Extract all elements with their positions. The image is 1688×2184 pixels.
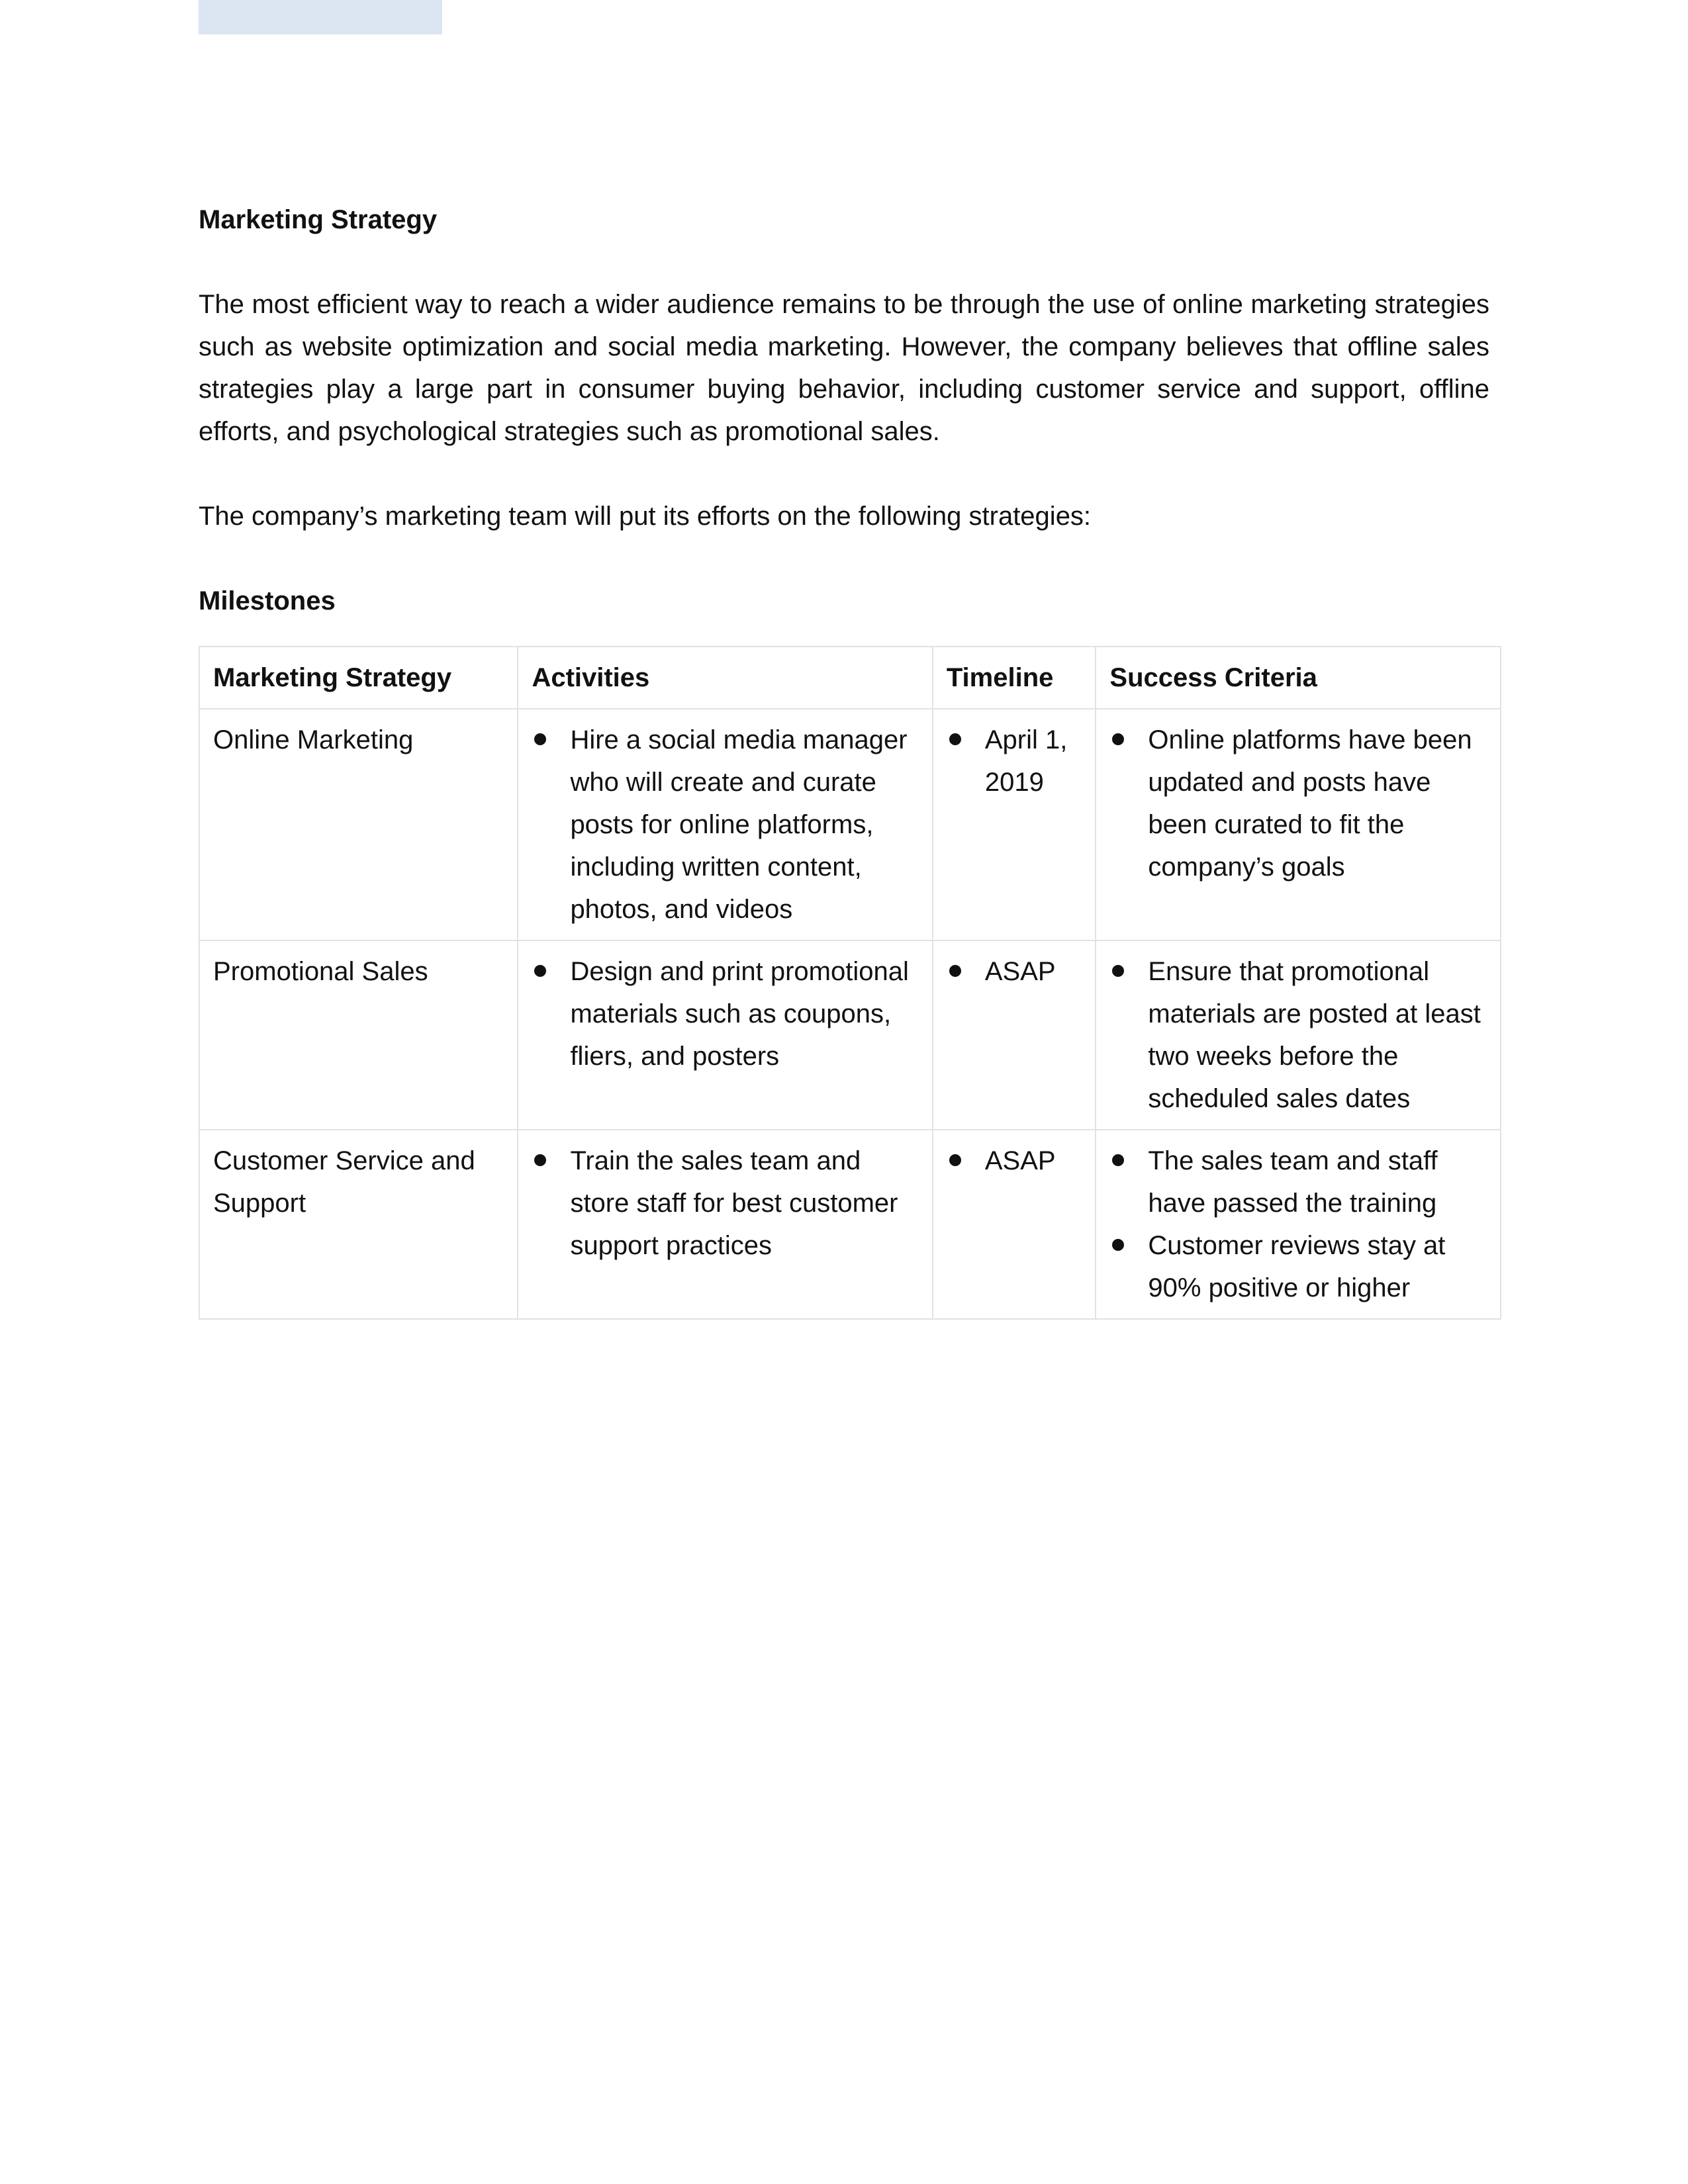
criterion-text: The sales team and staff have passed the training [1148, 1146, 1438, 1218]
spacer [199, 537, 1489, 580]
timeline-item [947, 950, 1082, 993]
timeline-cell [933, 1130, 1096, 1319]
table-row [199, 940, 1501, 1130]
table-row [199, 1130, 1501, 1319]
timeline-item [947, 719, 1082, 803]
table-row [199, 709, 1501, 940]
timeline-cell [933, 709, 1096, 940]
activities-cell [518, 709, 932, 940]
activity-item [532, 1140, 918, 1267]
criterion-text: Ensure that promotional materials are posted at least two weeks before the scheduled sales dates [1148, 957, 1481, 1113]
criterion-list [1109, 1140, 1487, 1309]
table-header-row [199, 647, 1501, 709]
criterion-text: Customer reviews stay at 90% positive or higher [1148, 1231, 1446, 1302]
header-color-tab [199, 0, 442, 34]
criterion-item [1109, 1140, 1487, 1224]
criterion-list [1109, 950, 1487, 1120]
intro-paragraph: The most efficient way to reach a wider audience remains to be through the use of online marketing strategies such as website optimization and social media marketing. However, the company believes that offline sales strategies play a large part in consumer buying behavior, including customer service and support, offline efforts, and psychological strategies such as promotional sales. [199, 290, 1489, 446]
timeline-list [947, 950, 1082, 993]
activity-text: Design and print promotional materials such as coupons, fliers, and posters [570, 957, 909, 1071]
table-body [199, 709, 1501, 1319]
column-header-strategy: Marketing Strategy [199, 647, 518, 709]
criteria-cell [1096, 1130, 1501, 1319]
column-header-activities: Activities [518, 647, 932, 709]
criteria-cell [1096, 940, 1501, 1130]
timeline-list [947, 1140, 1082, 1182]
activity-text: Train the sales team and store staff for best customer support practices [570, 1146, 898, 1260]
spacer [199, 241, 1489, 283]
activity-list [532, 1140, 918, 1267]
strategy-cell: Customer Service and Support [199, 1130, 518, 1319]
bullet-icon [534, 733, 546, 745]
activity-item [532, 719, 918, 931]
strategy-cell: Promotional Sales [199, 940, 518, 1130]
spacer [199, 453, 1489, 495]
criterion-list [1109, 719, 1487, 888]
timeline-text: April 1, 2019 [984, 725, 1068, 797]
timeline-text: ASAP [984, 957, 1056, 986]
column-header-timeline: Timeline [933, 647, 1096, 709]
section-title: Marketing Strategy [199, 205, 438, 234]
activities-cell [518, 940, 932, 1130]
criterion-text: Online platforms have been updated and posts have been curated to fit the company’s goals [1148, 725, 1472, 882]
timeline-item [947, 1140, 1082, 1182]
criterion-item [1109, 950, 1487, 1120]
activity-list [532, 719, 918, 931]
bullet-icon [949, 965, 961, 977]
timeline-text: ASAP [984, 1146, 1056, 1175]
criteria-cell [1096, 709, 1501, 940]
strategy-cell: Online Marketing [199, 709, 518, 940]
milestones-title: Milestones [199, 586, 336, 615]
activity-list [532, 950, 918, 1077]
milestones-table [199, 646, 1501, 1320]
bullet-icon [1112, 1154, 1124, 1166]
bullet-icon [534, 965, 546, 977]
document-content [199, 199, 1489, 1320]
lead-in-text: The company’s marketing team will put its efforts on the following strategies: [199, 502, 1092, 531]
bullet-icon [949, 1154, 961, 1166]
bullet-icon [1112, 965, 1124, 977]
activity-text: Hire a social media manager who will create and curate posts for online platforms, including written content, photos, and videos [570, 725, 908, 924]
timeline-list [947, 719, 1082, 803]
bullet-icon [1112, 1239, 1124, 1251]
criterion-item [1109, 1224, 1487, 1309]
column-header-success-criteria: Success Criteria [1096, 647, 1501, 709]
activities-cell [518, 1130, 932, 1319]
criterion-item [1109, 719, 1487, 888]
bullet-icon [534, 1154, 546, 1166]
bullet-icon [1112, 733, 1124, 745]
bullet-icon [949, 733, 961, 745]
timeline-cell [933, 940, 1096, 1130]
activity-item [532, 950, 918, 1077]
